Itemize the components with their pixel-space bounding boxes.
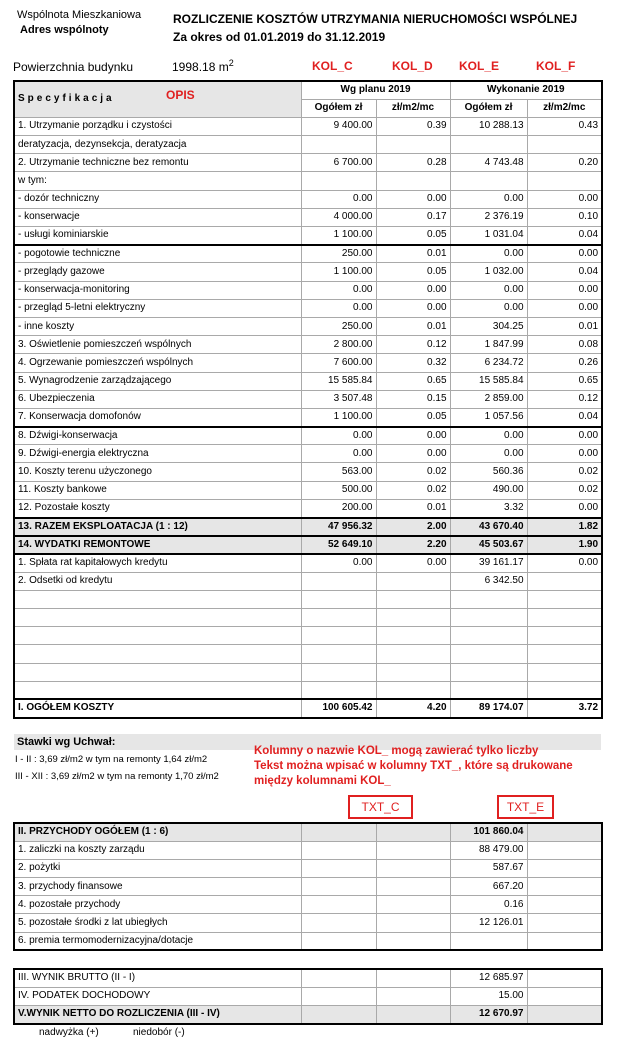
area-exponent: 2 xyxy=(228,58,234,68)
exec-total-cell: 45 503.67 xyxy=(450,536,527,554)
table-row xyxy=(14,227,602,245)
txt-e-box: TXT_E xyxy=(497,795,554,819)
txt-c-cell xyxy=(301,878,376,896)
row-label xyxy=(14,663,301,681)
table-row xyxy=(14,608,602,626)
plan-per-m2-cell: 0.32 xyxy=(376,354,450,372)
plan-total-cell: 1 100.00 xyxy=(301,408,376,426)
header-exec-total: Ogółem zł xyxy=(450,99,527,117)
plan-per-m2-cell: 0.12 xyxy=(376,336,450,354)
row-label: 2. Utrzymanie techniczne bez remontu xyxy=(14,154,301,172)
row-label: - konserwacje xyxy=(14,208,301,226)
exec-total-cell: 490.00 xyxy=(450,481,527,499)
amount-cell: 15.00 xyxy=(450,987,527,1005)
exec-total-cell: 4 743.48 xyxy=(450,154,527,172)
plan-total-cell xyxy=(301,681,376,699)
exec-total-cell: 39 161.17 xyxy=(450,554,527,572)
plan-per-m2-cell: 0.05 xyxy=(376,227,450,245)
plan-total-cell: 1 100.00 xyxy=(301,227,376,245)
amount-cell: 12 670.97 xyxy=(450,1005,527,1023)
plan-total-cell: 6 700.00 xyxy=(301,154,376,172)
cost-table xyxy=(13,80,603,719)
plan-total-cell: 0.00 xyxy=(301,190,376,208)
exec-total-cell: 89 174.07 xyxy=(450,699,527,717)
row-label: w tym: xyxy=(14,172,301,190)
table-row xyxy=(14,499,602,517)
row-label xyxy=(14,645,301,663)
row-label: - przegląd 5-letni elektryczny xyxy=(14,299,301,317)
header-specification: Specyfikacja xyxy=(14,81,301,117)
exec-total-cell: 0.00 xyxy=(450,445,527,463)
exec-per-m2-cell: 0.00 xyxy=(527,190,602,208)
exec-total-cell: 43 670.40 xyxy=(450,518,527,536)
exec-per-m2-cell: 0.00 xyxy=(527,445,602,463)
empty-cell xyxy=(527,969,602,987)
exec-per-m2-cell: 0.02 xyxy=(527,463,602,481)
plan-per-m2-cell: 2.20 xyxy=(376,536,450,554)
row-label: 13. RAZEM EKSPLOATACJA (1 : 12) xyxy=(14,518,301,536)
empty-cell xyxy=(527,932,602,950)
exec-total-cell: 1 032.00 xyxy=(450,263,527,281)
txt-c-cell xyxy=(301,932,376,950)
row-label: - inne koszty xyxy=(14,317,301,335)
amount-cell: 88 479.00 xyxy=(450,841,527,859)
row-label: - usługi kominiarskie xyxy=(14,227,301,245)
exec-per-m2-cell: 0.10 xyxy=(527,208,602,226)
plan-per-m2-cell xyxy=(376,172,450,190)
plan-per-m2-cell xyxy=(376,681,450,699)
row-label: 9. Dźwigi-energia elektryczna xyxy=(14,445,301,463)
header-plan-per-m2: zł/m2/mc xyxy=(376,99,450,117)
table-row xyxy=(14,699,602,717)
row-label: 14. WYDATKI REMONTOWE xyxy=(14,536,301,554)
plan-total-cell: 500.00 xyxy=(301,481,376,499)
empty-cell xyxy=(527,1005,602,1023)
table-row xyxy=(14,896,602,914)
row-label: I. OGÓŁEM KOSZTY xyxy=(14,699,301,717)
plan-total-cell: 250.00 xyxy=(301,245,376,263)
row-label: 11. Koszty bankowe xyxy=(14,481,301,499)
exec-total-cell: 6 234.72 xyxy=(450,354,527,372)
plan-per-m2-cell xyxy=(376,136,450,154)
column-tag-f: KOL_F xyxy=(536,59,576,73)
exec-per-m2-cell xyxy=(527,608,602,626)
table-row xyxy=(14,878,602,896)
table-row xyxy=(14,969,602,987)
table-row xyxy=(14,190,602,208)
header-execution: Wykonanie 2019 xyxy=(450,81,602,99)
exec-total-cell xyxy=(450,136,527,154)
row-label: - konserwacja-monitoring xyxy=(14,281,301,299)
plan-per-m2-cell xyxy=(376,627,450,645)
table-row xyxy=(14,408,602,426)
plan-per-m2-cell: 0.01 xyxy=(376,245,450,263)
plan-total-cell xyxy=(301,172,376,190)
row-label: 10. Koszty terenu użyczonego xyxy=(14,463,301,481)
exec-total-cell: 2 376.19 xyxy=(450,208,527,226)
exec-per-m2-cell: 0.00 xyxy=(527,245,602,263)
table-row xyxy=(14,390,602,408)
plan-total-cell xyxy=(301,572,376,590)
plan-per-m2-cell: 2.00 xyxy=(376,518,450,536)
plan-per-m2-cell: 0.00 xyxy=(376,281,450,299)
plan-total-cell xyxy=(301,627,376,645)
exec-per-m2-cell: 1.82 xyxy=(527,518,602,536)
txt-c-cell xyxy=(301,896,376,914)
exec-total-cell: 10 288.13 xyxy=(450,117,527,135)
plan-per-m2-cell xyxy=(376,608,450,626)
plan-total-cell: 200.00 xyxy=(301,499,376,517)
table-row xyxy=(14,572,602,590)
plan-per-m2-cell: 4.20 xyxy=(376,699,450,717)
table-row xyxy=(14,663,602,681)
exec-total-cell xyxy=(450,608,527,626)
row-label: II. PRZYCHODY OGÓŁEM (1 : 6) xyxy=(14,823,301,841)
empty-cell xyxy=(376,859,450,877)
row-label: 3. Oświetlenie pomieszczeń wspólnych xyxy=(14,336,301,354)
plan-total-cell: 15 585.84 xyxy=(301,372,376,390)
exec-total-cell: 15 585.84 xyxy=(450,372,527,390)
amount-cell: 12 126.01 xyxy=(450,914,527,932)
exec-per-m2-cell: 0.00 xyxy=(527,299,602,317)
empty-cell xyxy=(376,841,450,859)
community-name: Wspólnota Mieszkaniowa xyxy=(17,9,142,21)
plan-per-m2-cell: 0.05 xyxy=(376,408,450,426)
exec-per-m2-cell: 0.02 xyxy=(527,481,602,499)
column-tag-e: KOL_E xyxy=(459,59,500,73)
exec-total-cell: 304.25 xyxy=(450,317,527,335)
plan-total-cell xyxy=(301,590,376,608)
plan-per-m2-cell: 0.15 xyxy=(376,390,450,408)
table-row xyxy=(14,354,602,372)
area-unit: m xyxy=(218,60,229,74)
row-label: 1. Utrzymanie porządku i czystości xyxy=(14,117,301,135)
exec-per-m2-cell: 0.04 xyxy=(527,227,602,245)
table-row xyxy=(14,841,602,859)
column-tag-opis: OPIS xyxy=(166,88,195,102)
exec-per-m2-cell: 3.72 xyxy=(527,699,602,717)
row-label: - przeglądy gazowe xyxy=(14,263,301,281)
amount-cell: 12 685.97 xyxy=(450,969,527,987)
plan-total-cell: 47 956.32 xyxy=(301,518,376,536)
empty-cell xyxy=(376,932,450,950)
empty-cell xyxy=(527,896,602,914)
exec-total-cell xyxy=(450,590,527,608)
rates-title: Stawki wg Uchwał: xyxy=(17,736,116,748)
plan-total-cell: 9 400.00 xyxy=(301,117,376,135)
table-row xyxy=(14,987,602,1005)
amount-cell: 101 860.04 xyxy=(450,823,527,841)
plan-per-m2-cell: 0.05 xyxy=(376,263,450,281)
exec-per-m2-cell: 0.12 xyxy=(527,390,602,408)
plan-total-cell: 563.00 xyxy=(301,463,376,481)
amount-cell xyxy=(450,932,527,950)
table-row xyxy=(14,336,602,354)
plan-per-m2-cell: 0.01 xyxy=(376,499,450,517)
area-number: 1998.18 xyxy=(172,60,216,74)
plan-per-m2-cell: 0.65 xyxy=(376,372,450,390)
table-row xyxy=(14,245,602,263)
row-label: 12. Pozostałe koszty xyxy=(14,499,301,517)
plan-per-m2-cell xyxy=(376,663,450,681)
surplus-label: nadwyżka (+) xyxy=(39,1027,99,1038)
community-address: Adres wspólnoty xyxy=(20,24,109,36)
table-row xyxy=(14,1005,602,1023)
plan-total-cell xyxy=(301,136,376,154)
plan-total-cell xyxy=(301,608,376,626)
txt-c-cell xyxy=(301,823,376,841)
exec-total-cell: 1 031.04 xyxy=(450,227,527,245)
table-row xyxy=(14,427,602,445)
exec-per-m2-cell xyxy=(527,627,602,645)
plan-total-cell: 0.00 xyxy=(301,299,376,317)
table-row xyxy=(14,627,602,645)
exec-per-m2-cell xyxy=(527,572,602,590)
table-row xyxy=(14,281,602,299)
exec-total-cell xyxy=(450,627,527,645)
header-plan-total: Ogółem zł xyxy=(301,99,376,117)
exec-total-cell: 1 057.56 xyxy=(450,408,527,426)
plan-per-m2-cell: 0.00 xyxy=(376,190,450,208)
plan-per-m2-cell xyxy=(376,590,450,608)
note-line-2: Tekst można wpisać w kolumny TXT_, które są drukowane xyxy=(254,760,573,772)
exec-per-m2-cell xyxy=(527,645,602,663)
exec-total-cell: 1 847.99 xyxy=(450,336,527,354)
row-label: 6. Ubezpieczenia xyxy=(14,390,301,408)
note-line-3: między kolumnami KOL_ xyxy=(254,775,391,787)
table-row xyxy=(14,463,602,481)
plan-per-m2-cell: 0.17 xyxy=(376,208,450,226)
row-label xyxy=(14,627,301,645)
plan-total-cell: 0.00 xyxy=(301,281,376,299)
row-label: - pogotowie techniczne xyxy=(14,245,301,263)
table-row xyxy=(14,445,602,463)
table-row xyxy=(14,172,602,190)
txt-c-cell xyxy=(301,1005,376,1023)
exec-per-m2-cell: 0.20 xyxy=(527,154,602,172)
column-tag-c: KOL_C xyxy=(312,59,353,73)
row-label: 4. Ogrzewanie pomieszczeń wspólnych xyxy=(14,354,301,372)
empty-cell xyxy=(527,859,602,877)
exec-per-m2-cell xyxy=(527,663,602,681)
exec-per-m2-cell: 0.00 xyxy=(527,427,602,445)
exec-per-m2-cell xyxy=(527,590,602,608)
exec-total-cell: 0.00 xyxy=(450,299,527,317)
row-label: 6. premia termomodernizacyjna/dotacje xyxy=(14,932,301,950)
plan-per-m2-cell: 0.02 xyxy=(376,481,450,499)
exec-per-m2-cell: 0.01 xyxy=(527,317,602,335)
exec-total-cell xyxy=(450,645,527,663)
plan-per-m2-cell: 0.01 xyxy=(376,317,450,335)
exec-per-m2-cell: 0.00 xyxy=(527,281,602,299)
plan-per-m2-cell xyxy=(376,572,450,590)
exec-total-cell: 560.36 xyxy=(450,463,527,481)
plan-per-m2-cell: 0.02 xyxy=(376,463,450,481)
exec-total-cell: 3.32 xyxy=(450,499,527,517)
plan-total-cell: 1 100.00 xyxy=(301,263,376,281)
building-area-label: Powierzchnia budynku xyxy=(13,60,134,74)
plan-total-cell xyxy=(301,645,376,663)
empty-cell xyxy=(527,987,602,1005)
plan-per-m2-cell: 0.28 xyxy=(376,154,450,172)
exec-total-cell: 6 342.50 xyxy=(450,572,527,590)
note-line-1: Kolumny o nazwie KOL_ mogą zawierać tylko liczby xyxy=(254,745,539,757)
deficit-label: niedobór (-) xyxy=(133,1027,185,1038)
txt-c-cell xyxy=(301,859,376,877)
exec-total-cell xyxy=(450,663,527,681)
exec-per-m2-cell: 0.04 xyxy=(527,263,602,281)
exec-per-m2-cell: 0.26 xyxy=(527,354,602,372)
plan-total-cell: 0.00 xyxy=(301,445,376,463)
exec-per-m2-cell: 1.90 xyxy=(527,536,602,554)
row-label: 3. przychody finansowe xyxy=(14,878,301,896)
plan-per-m2-cell: 0.00 xyxy=(376,427,450,445)
amount-cell: 667.20 xyxy=(450,878,527,896)
exec-total-cell: 0.00 xyxy=(450,281,527,299)
income-table xyxy=(13,822,603,951)
table-row xyxy=(14,681,602,699)
plan-total-cell: 2 800.00 xyxy=(301,336,376,354)
table-row xyxy=(14,518,602,536)
row-label: 2. Odsetki od kredytu xyxy=(14,572,301,590)
table-row xyxy=(14,554,602,572)
exec-total-cell: 0.00 xyxy=(450,245,527,263)
table-row xyxy=(14,645,602,663)
empty-cell xyxy=(376,896,450,914)
row-label: 4. pozostałe przychody xyxy=(14,896,301,914)
txt-c-box: TXT_C xyxy=(348,795,413,819)
plan-per-m2-cell xyxy=(376,645,450,663)
exec-per-m2-cell xyxy=(527,136,602,154)
row-label: V.WYNIK NETTO DO ROZLICZENIA (III - IV) xyxy=(14,1005,301,1023)
row-label: deratyzacja, dezynsekcja, deratyzacja xyxy=(14,136,301,154)
exec-per-m2-cell: 0.08 xyxy=(527,336,602,354)
exec-total-cell: 0.00 xyxy=(450,427,527,445)
txt-c-cell xyxy=(301,969,376,987)
plan-per-m2-cell: 0.00 xyxy=(376,299,450,317)
txt-c-cell xyxy=(301,914,376,932)
exec-total-cell xyxy=(450,681,527,699)
table-row xyxy=(14,136,602,154)
plan-total-cell xyxy=(301,663,376,681)
empty-cell xyxy=(527,823,602,841)
document-period: Za okres od 01.01.2019 do 31.12.2019 xyxy=(173,30,386,44)
row-label: 2. pożytki xyxy=(14,859,301,877)
row-label: 1. zaliczki na koszty zarządu xyxy=(14,841,301,859)
exec-per-m2-cell: 0.43 xyxy=(527,117,602,135)
plan-total-cell: 4 000.00 xyxy=(301,208,376,226)
plan-total-cell: 7 600.00 xyxy=(301,354,376,372)
column-tag-d: KOL_D xyxy=(392,59,433,73)
row-label: 5. pozostałe środki z lat ubiegłych xyxy=(14,914,301,932)
row-label: 7. Konserwacja domofonów xyxy=(14,408,301,426)
result-table xyxy=(13,968,603,1025)
table-row xyxy=(14,914,602,932)
plan-per-m2-cell: 0.39 xyxy=(376,117,450,135)
txt-c-cell xyxy=(301,841,376,859)
table-row xyxy=(14,372,602,390)
row-label xyxy=(14,608,301,626)
plan-per-m2-cell: 0.00 xyxy=(376,554,450,572)
empty-cell xyxy=(376,823,450,841)
exec-total-cell: 0.00 xyxy=(450,190,527,208)
row-label: - dozór techniczny xyxy=(14,190,301,208)
exec-per-m2-cell xyxy=(527,681,602,699)
header-plan: Wg planu 2019 xyxy=(301,81,450,99)
building-area-value xyxy=(172,58,234,74)
rates-line-2: III - XII : 3,69 zł/m2 w tym na remonty 1,70 zł/m2 xyxy=(15,771,219,782)
row-label: 8. Dźwigi-konserwacja xyxy=(14,427,301,445)
table-row xyxy=(14,154,602,172)
table-row xyxy=(14,208,602,226)
amount-cell: 587.67 xyxy=(450,859,527,877)
plan-total-cell: 100 605.42 xyxy=(301,699,376,717)
row-label xyxy=(14,681,301,699)
plan-total-cell: 0.00 xyxy=(301,554,376,572)
txt-c-cell xyxy=(301,987,376,1005)
exec-per-m2-cell: 0.65 xyxy=(527,372,602,390)
plan-total-cell: 250.00 xyxy=(301,317,376,335)
table-row xyxy=(14,823,602,841)
table-row xyxy=(14,536,602,554)
row-label: 5. Wynagrodzenie zarządzającego xyxy=(14,372,301,390)
amount-cell: 0.16 xyxy=(450,896,527,914)
row-label xyxy=(14,590,301,608)
row-label: III. WYNIK BRUTTO (II - I) xyxy=(14,969,301,987)
exec-per-m2-cell: 0.00 xyxy=(527,499,602,517)
empty-cell xyxy=(376,969,450,987)
exec-per-m2-cell: 0.04 xyxy=(527,408,602,426)
table-row xyxy=(14,263,602,281)
table-row xyxy=(14,317,602,335)
empty-cell xyxy=(376,987,450,1005)
document-title: ROZLICZENIE KOSZTÓW UTRZYMANIA NIERUCHOMOŚCI WSPÓLNEJ xyxy=(173,12,578,26)
empty-cell xyxy=(376,878,450,896)
table-row xyxy=(14,117,602,135)
plan-per-m2-cell: 0.00 xyxy=(376,445,450,463)
exec-total-cell: 2 859.00 xyxy=(450,390,527,408)
empty-cell xyxy=(527,878,602,896)
table-row xyxy=(14,932,602,950)
empty-cell xyxy=(376,1005,450,1023)
exec-total-cell xyxy=(450,172,527,190)
table-row xyxy=(14,590,602,608)
row-label: IV. PODATEK DOCHODOWY xyxy=(14,987,301,1005)
plan-total-cell: 52 649.10 xyxy=(301,536,376,554)
header-exec-per-m2: zł/m2/mc xyxy=(527,99,602,117)
table-row xyxy=(14,859,602,877)
table-row xyxy=(14,299,602,317)
table-row xyxy=(14,481,602,499)
empty-cell xyxy=(527,914,602,932)
row-label: 1. Spłata rat kapitałowych kredytu xyxy=(14,554,301,572)
empty-cell xyxy=(527,841,602,859)
empty-cell xyxy=(376,914,450,932)
plan-total-cell: 0.00 xyxy=(301,427,376,445)
exec-per-m2-cell: 0.00 xyxy=(527,554,602,572)
rates-line-1: I - II : 3,69 zł/m2 w tym na remonty 1,64 zł/m2 xyxy=(15,754,208,765)
plan-total-cell: 3 507.48 xyxy=(301,390,376,408)
exec-per-m2-cell xyxy=(527,172,602,190)
